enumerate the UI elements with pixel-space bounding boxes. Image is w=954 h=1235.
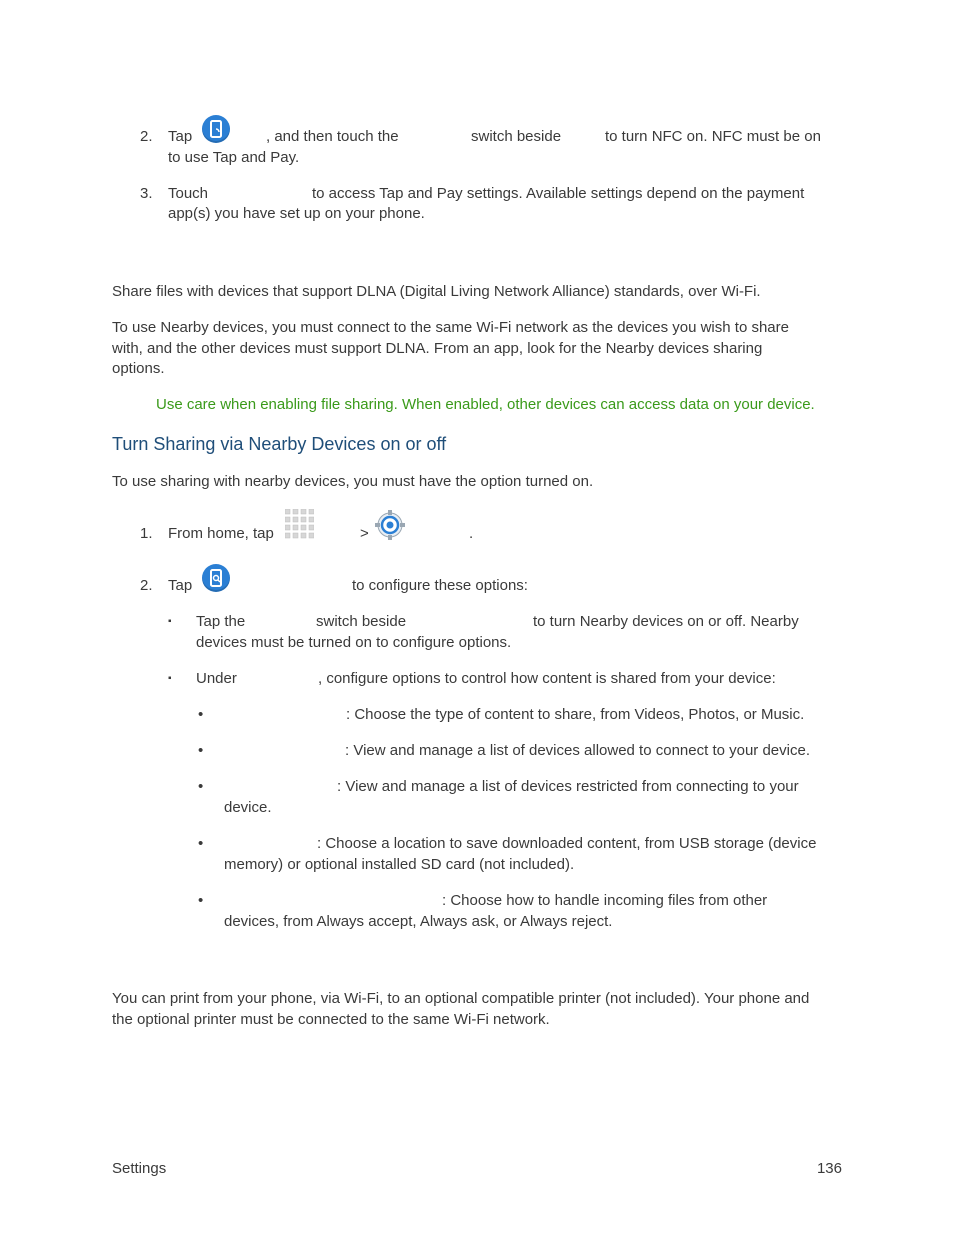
bullet-text: Tap the <box>196 613 246 630</box>
intro-paragraph: Share files with devices that support DLNA (Digital Living Network Alliance) standards, over Wi-Fi. <box>112 283 761 300</box>
nearby-devices-icon[interactable] <box>202 564 230 592</box>
step-end: . <box>469 525 474 542</box>
step-text: switch beside <box>471 128 562 145</box>
step-text: Touch <box>168 185 209 202</box>
bullet-text: , configure options to control how content is shared from your device: <box>318 670 776 687</box>
footer-section: Settings <box>112 1160 167 1177</box>
sub-item-text: : Choose how to handle incoming files from other <box>442 892 768 909</box>
sub-item-text: memory) or optional installed SD card (not included). <box>224 856 575 873</box>
apps-grid-icon[interactable] <box>285 509 314 540</box>
sub-item-text: device. <box>224 799 272 816</box>
step-text: to access Tap and Pay settings. Available settings depend on the payment <box>312 185 805 202</box>
sub-item-text: : Choose a location to save downloaded content, from USB storage (device <box>317 835 817 852</box>
step-text: to use Tap and Pay. <box>168 149 300 166</box>
step-text: to configure these options: <box>352 577 528 594</box>
sub-bullet: • <box>198 892 204 909</box>
usage-paragraph-line: To use Nearby devices, you must connect to the same Wi-Fi network as the devices you wish to share <box>112 319 789 336</box>
sub-bullet: • <box>198 835 204 852</box>
sub-item-text: : Choose the type of content to share, from Videos, Photos, or Music. <box>346 706 805 723</box>
step-separator: > <box>360 525 369 542</box>
settings-gear-icon[interactable] <box>375 510 405 540</box>
step-text: , and then touch the <box>266 128 399 145</box>
sub-item-text: devices, from Always accept, Always ask, or Always reject. <box>224 913 613 930</box>
sub-bullet: • <box>198 742 204 759</box>
bullet-marker: ▪ <box>168 673 172 684</box>
step-text: From home, tap <box>168 525 274 542</box>
print-paragraph-line: the optional printer must be connected to the same Wi-Fi network. <box>112 1011 550 1028</box>
footer-page-number: 136 <box>816 1160 842 1177</box>
step-text-tap: Tap <box>168 577 193 594</box>
step-number: 2. <box>140 577 153 594</box>
step-text: to turn NFC on. NFC must be on <box>605 128 821 145</box>
bullet-marker: ▪ <box>168 616 172 627</box>
bullet-text: devices must be turned on to configure options. <box>196 634 512 651</box>
usage-paragraph-line: with, and the other devices must support DLNA. From an app, look for the Nearby devices sharing <box>112 340 763 357</box>
print-paragraph-line: You can print from your phone, via Wi-Fi, to an optional compatible printer (not included). Your phone and <box>112 990 810 1007</box>
step-number: 2. <box>140 128 153 145</box>
bullet-text: switch beside <box>316 613 407 630</box>
section-intro: To use sharing with nearby devices, you must have the option turned on. <box>112 473 594 490</box>
section-heading: Turn Sharing via Nearby Devices on or off <box>112 434 447 454</box>
caution-note: Use care when enabling file sharing. When enabled, other devices can access data on your device. <box>156 396 815 413</box>
step-text-tap: Tap <box>168 128 193 145</box>
usage-paragraph-line: options. <box>112 360 165 377</box>
nfc-settings-icon[interactable] <box>202 115 230 143</box>
sub-item-text: : View and manage a list of devices restricted from connecting to your <box>337 778 799 795</box>
sub-bullet: • <box>198 778 204 795</box>
step-number: 1. <box>140 525 153 542</box>
sub-bullet: • <box>198 706 204 723</box>
bullet-text: Under <box>196 670 237 687</box>
step-number: 3. <box>140 185 153 202</box>
step-text: app(s) you have set up on your phone. <box>168 205 425 222</box>
bullet-text: to turn Nearby devices on or off. Nearby <box>533 613 799 630</box>
sub-item-text: : View and manage a list of devices allowed to connect to your device. <box>345 742 810 759</box>
